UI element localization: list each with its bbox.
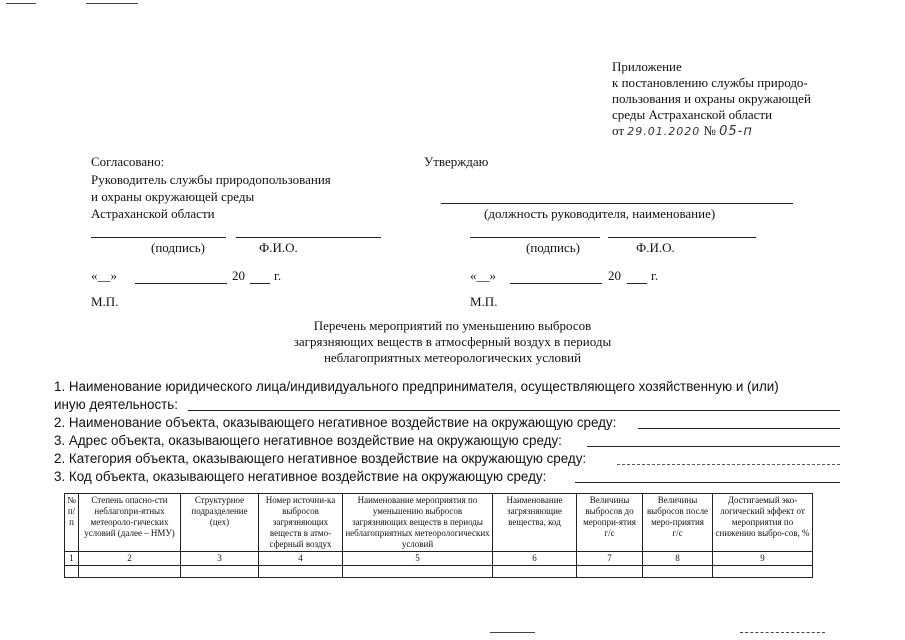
table-cell	[643, 566, 713, 578]
table-cell	[343, 566, 493, 578]
handwritten-number: 05-п	[719, 124, 753, 139]
item-line: 1. Наименование юридического лица/индивидуального предпринимателя, осуществляющего хозяйственную и (или)	[54, 379, 779, 394]
position-line	[441, 203, 793, 204]
table-header-cell	[343, 494, 493, 552]
header-text: № п/п	[67, 495, 76, 527]
column-number: 8	[643, 552, 713, 566]
header-text: Структурное подразделение (цех)	[191, 495, 248, 527]
fill-line	[617, 464, 840, 465]
fill-line	[638, 428, 840, 429]
stamp-label: М.П.	[470, 294, 498, 309]
date-year-suffix: г.	[274, 268, 282, 283]
item-line: 3. Код объекта, оказывающего негативное воздействие на окружающую среду:	[54, 469, 547, 484]
table-cell	[713, 566, 813, 578]
signature-line	[91, 237, 226, 238]
appendix-line: пользования и охраны окружающей	[612, 91, 811, 106]
scan-mark	[490, 632, 535, 633]
item-line: 3. Адрес объекта, оказывающего негативное воздействие на окружающую среду:	[54, 433, 562, 448]
table-cell	[181, 566, 259, 578]
signature-caption: (подпись)	[151, 240, 205, 255]
date-prefix: от	[612, 123, 625, 138]
table-header-cell	[65, 494, 79, 552]
appendix-line: среды Астраханской области	[612, 107, 773, 122]
unit-text: г/с	[672, 528, 683, 538]
scan-mark	[6, 3, 36, 4]
fio-line	[608, 237, 756, 238]
date-year: 20	[608, 268, 621, 283]
header-text: Наименование загрязняющие вещества, код	[506, 495, 563, 527]
title-line: неблагоприятных метеорологических условий	[323, 350, 582, 365]
item-line: иную деятельность:	[54, 397, 178, 412]
fio-caption: Ф.И.О.	[259, 240, 298, 255]
table-row	[65, 566, 813, 578]
table-number-row	[65, 552, 813, 566]
number-sign: №	[703, 123, 716, 138]
date-month-line	[510, 283, 602, 284]
header-text: Величины выбросов до меропри-ятия	[583, 495, 636, 527]
document-title	[200, 318, 705, 366]
title-line: загрязняющих веществ в атмосферный воздух в периоды	[293, 334, 612, 349]
column-number: 2	[79, 552, 181, 566]
table-header-cell	[643, 494, 713, 552]
date-year-line	[250, 283, 270, 284]
appendix-date-line	[612, 123, 811, 140]
date-year-suffix: г.	[651, 268, 659, 283]
date-month-line	[135, 283, 227, 284]
fill-line	[575, 482, 840, 483]
scan-mark	[86, 3, 138, 4]
header-text: Величины выбросов после меро-приятия	[646, 495, 709, 527]
column-number: 1	[65, 552, 79, 566]
title-line: Перечень мероприятий по уменьшению выбросов	[313, 318, 592, 333]
table-cell	[577, 566, 643, 578]
position-caption: (должность руководителя, наименование)	[484, 206, 716, 221]
table-header-cell	[713, 494, 813, 552]
header-text: Номер источни-ка выбросов загрязняющих веществ в атмо-сферный воздух	[265, 495, 336, 549]
measures-table	[64, 493, 813, 578]
table-header-cell	[259, 494, 343, 552]
approve-label: Утверждаю	[424, 154, 489, 169]
fill-line	[188, 410, 840, 411]
table-cell	[493, 566, 577, 578]
column-number: 5	[343, 552, 493, 566]
agreed-line: и охраны окружающей среды	[91, 189, 255, 204]
table-cell	[259, 566, 343, 578]
table-header-cell	[577, 494, 643, 552]
handwritten-date: 29.01.2020	[627, 125, 701, 138]
appendix-line: Приложение	[612, 59, 682, 74]
agreed-line: Астраханской области	[91, 206, 215, 221]
signature-caption: (подпись)	[526, 240, 580, 255]
header-text: Наименование мероприятия по уменьшению выбросов загрязняющих веществ в периоды неблагоприятных метеорологических условий	[345, 495, 490, 549]
appendix-block	[612, 59, 811, 140]
date-year-line	[627, 283, 647, 284]
table-cell	[79, 566, 181, 578]
fio-line	[236, 237, 381, 238]
stamp-label: М.П.	[91, 294, 119, 309]
header-text: Достигаемый эко-логический эффект от мероприятия по снижению выбро-сов, %	[715, 495, 810, 538]
table-header-cell	[181, 494, 259, 552]
table-cell	[65, 566, 79, 578]
appendix-line: к постановлению службы природо-	[612, 75, 808, 90]
item-line: 2. Категория объекта, оказывающего негативное воздействие на окружающую среду:	[54, 451, 587, 466]
column-number: 9	[713, 552, 813, 566]
table-header-cell	[493, 494, 577, 552]
signature-line	[470, 237, 600, 238]
date-open: «__»	[91, 268, 117, 283]
item-line: 2. Наименование объекта, оказывающего негативное воздействие на окружающую среду:	[54, 415, 617, 430]
fio-caption: Ф.И.О.	[636, 240, 675, 255]
scan-mark	[740, 632, 825, 633]
date-year: 20	[232, 268, 245, 283]
agreed-line: Руководитель службы природопользования	[91, 172, 331, 187]
agreed-label: Согласовано:	[91, 154, 165, 169]
date-open: «__»	[470, 268, 496, 283]
unit-text: г/с	[604, 528, 615, 538]
column-number: 7	[577, 552, 643, 566]
column-number: 6	[493, 552, 577, 566]
column-number: 3	[181, 552, 259, 566]
fill-line	[587, 446, 840, 447]
header-text: Степень опасно-сти неблагопри-ятных метеороло-гических условий (далее – НМУ)	[84, 495, 175, 538]
table-header-cell	[79, 494, 181, 552]
column-number: 4	[259, 552, 343, 566]
table-header-row	[65, 494, 813, 552]
